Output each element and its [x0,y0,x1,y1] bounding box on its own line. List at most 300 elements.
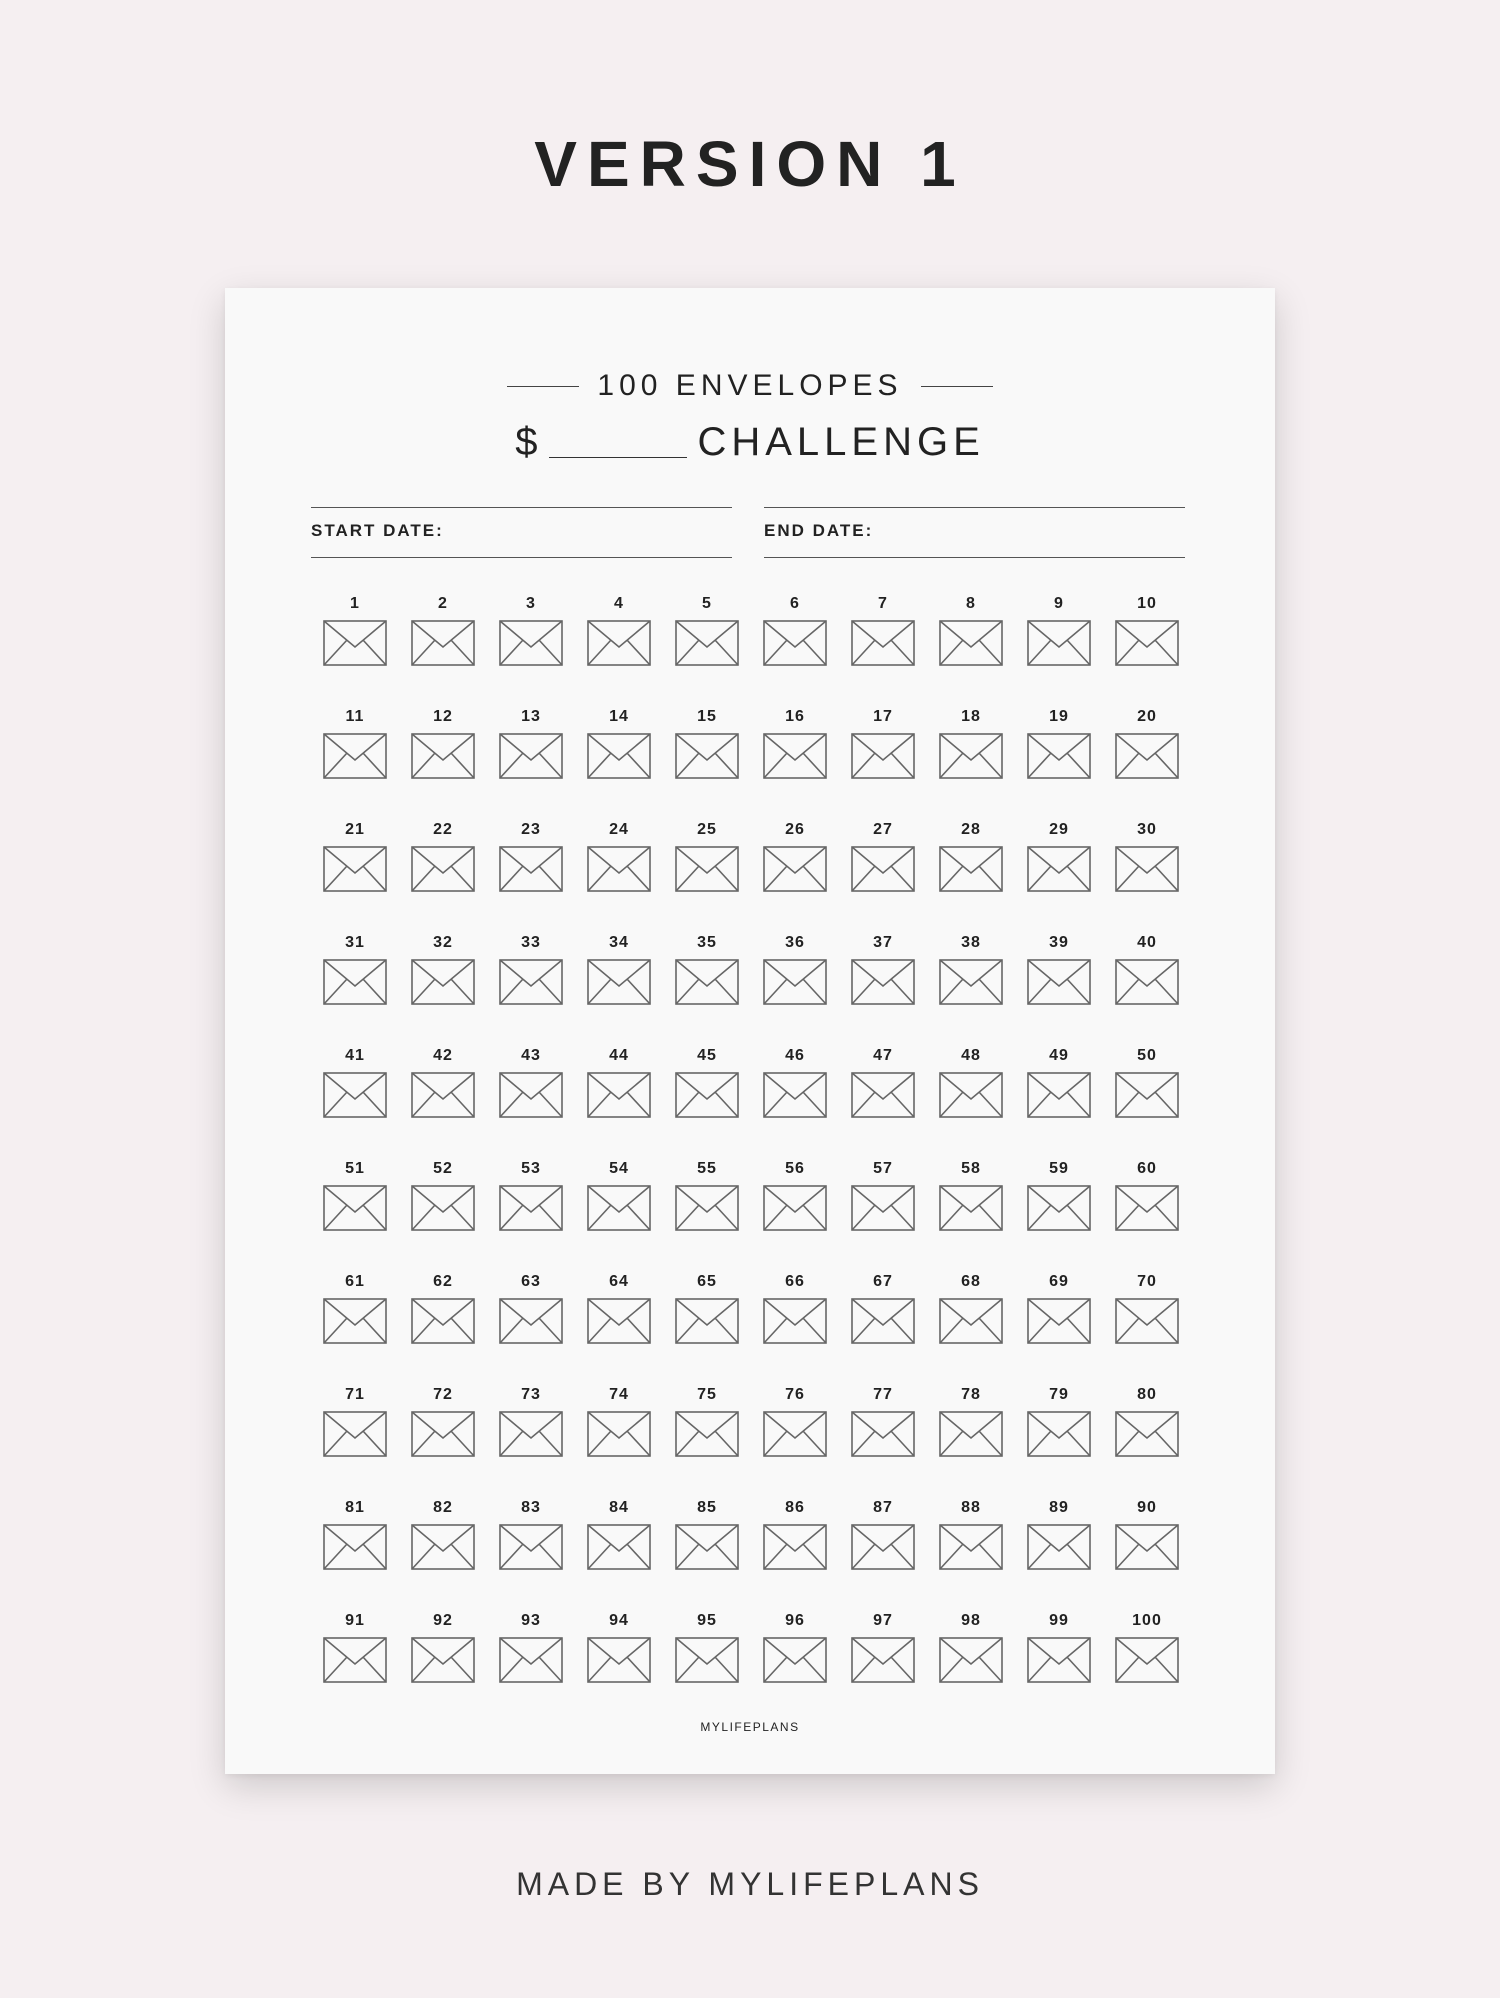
envelope-cell [399,707,487,797]
envelope-number: 7 [878,595,888,612]
envelope-cell [487,1498,575,1588]
envelope-cell [839,820,927,910]
envelope-number: 17 [873,708,893,725]
envelope-number: 93 [521,1612,541,1629]
envelope-cell [663,1159,751,1249]
envelope-cell [1015,1498,1103,1588]
envelope-cell [487,1046,575,1136]
envelope-cell [1103,1498,1191,1588]
envelope-icon [1115,733,1179,779]
sheet-subtitle: 100 ENVELOPES [597,369,903,402]
envelope-number: 21 [345,821,365,838]
envelope-icon [675,1637,739,1683]
envelope-icon [587,1298,651,1344]
start-date-label: START DATE: [311,521,444,540]
envelope-number: 90 [1137,1499,1157,1516]
envelope-number: 34 [609,934,629,951]
envelope-cell [575,820,663,910]
envelope-icon [1115,1185,1179,1231]
envelope-cell [751,1046,839,1136]
envelope-cell [487,707,575,797]
envelope-number: 27 [873,821,893,838]
envelope-icon [411,1411,475,1457]
envelope-cell [927,820,1015,910]
envelope-cell [751,820,839,910]
envelope-number: 56 [785,1160,805,1177]
version-title: VERSION 1 [534,128,966,200]
subtitle-right-rule [921,386,993,387]
envelope-number: 33 [521,934,541,951]
envelope-cell [575,1498,663,1588]
envelope-number: 23 [521,821,541,838]
envelope-icon [939,846,1003,892]
envelope-icon [851,1637,915,1683]
envelope-cell [751,594,839,684]
envelope-cell [1015,820,1103,910]
envelope-icon [851,620,915,666]
envelope-number: 60 [1137,1160,1157,1177]
envelope-cell [399,1272,487,1362]
envelope-icon [763,959,827,1005]
envelope-icon [587,1185,651,1231]
envelope-number: 74 [609,1386,629,1403]
envelope-icon [1027,959,1091,1005]
envelope-number: 32 [433,934,453,951]
envelope-icon [939,620,1003,666]
envelope-number: 52 [433,1160,453,1177]
envelope-number: 72 [433,1386,453,1403]
envelope-cell [487,1272,575,1362]
envelope-cell [487,820,575,910]
envelope-cell [575,1046,663,1136]
envelope-icon [411,733,475,779]
subtitle-left-rule [507,386,579,387]
envelope-icon [1027,620,1091,666]
envelope-number: 49 [1049,1047,1069,1064]
end-date-field [764,507,1185,559]
envelope-cell [1015,1272,1103,1362]
envelope-icon [323,1411,387,1457]
envelope-icon [851,1072,915,1118]
envelope-number: 1 [350,595,360,612]
envelope-icon [323,1185,387,1231]
envelope-number: 99 [1049,1612,1069,1629]
envelope-cell [311,1385,399,1475]
envelope-cell [1103,1611,1191,1701]
envelope-number: 15 [697,708,717,725]
envelope-cell [751,1159,839,1249]
envelope-number: 4 [614,595,624,612]
envelope-cell [487,1611,575,1701]
envelope-cell [663,1046,751,1136]
envelope-icon [1027,733,1091,779]
envelope-cell [1103,933,1191,1023]
envelope-number: 6 [790,595,800,612]
envelope-icon [587,1411,651,1457]
envelope-number: 9 [1054,595,1064,612]
subtitle-row [225,368,1275,404]
envelope-icon [675,1411,739,1457]
envelope-cell [487,933,575,1023]
envelope-cell [1103,707,1191,797]
sheet-footer-brand: MYLIFEPLANS [700,1720,800,1734]
envelope-number: 73 [521,1386,541,1403]
envelope-cell [839,933,927,1023]
envelope-icon [499,620,563,666]
envelope-icon [499,1411,563,1457]
envelope-number: 65 [697,1273,717,1290]
envelope-icon [939,1072,1003,1118]
envelope-cell [487,594,575,684]
envelope-number: 82 [433,1499,453,1516]
envelope-cell [839,1046,927,1136]
envelope-icon [1115,1524,1179,1570]
envelope-number: 2 [438,595,448,612]
envelope-cell [399,594,487,684]
envelope-icon [939,1298,1003,1344]
envelope-number: 24 [609,821,629,838]
envelope-icon [411,1298,475,1344]
envelope-icon [323,733,387,779]
envelope-cell [663,707,751,797]
envelope-cell [839,1611,927,1701]
envelope-cell [311,594,399,684]
end-date-top-rule [764,507,1185,508]
envelope-number: 59 [1049,1160,1069,1177]
envelope-cell [751,1611,839,1701]
envelope-number: 70 [1137,1273,1157,1290]
envelope-cell [1015,1611,1103,1701]
envelope-number: 80 [1137,1386,1157,1403]
envelope-number: 75 [697,1386,717,1403]
envelope-number: 61 [345,1273,365,1290]
envelope-cell [927,933,1015,1023]
envelope-cell [927,1272,1015,1362]
envelope-icon [1115,1637,1179,1683]
envelope-number: 38 [961,934,981,951]
made-by-caption: MADE BY MYLIFEPLANS [516,1866,984,1902]
envelope-icon [587,620,651,666]
envelope-icon [1027,1185,1091,1231]
envelope-cell [751,1385,839,1475]
envelope-icon [939,1411,1003,1457]
envelope-number: 67 [873,1273,893,1290]
envelope-cell [399,1385,487,1475]
envelope-number: 22 [433,821,453,838]
envelope-icon [763,1637,827,1683]
envelope-number: 97 [873,1612,893,1629]
envelope-cell [575,707,663,797]
envelope-number: 58 [961,1160,981,1177]
envelope-icon [587,846,651,892]
envelope-number: 85 [697,1499,717,1516]
envelope-number: 26 [785,821,805,838]
envelope-grid [311,594,1191,1680]
envelope-icon [499,1298,563,1344]
envelope-cell [663,820,751,910]
envelope-icon [851,733,915,779]
envelope-cell [399,933,487,1023]
envelope-icon [587,1072,651,1118]
envelope-number: 11 [345,708,365,725]
envelope-icon [587,1637,651,1683]
envelope-cell [575,1159,663,1249]
end-date-write-line [764,557,1185,558]
currency-symbol: $ [515,420,538,464]
envelope-cell [575,1272,663,1362]
envelope-cell [399,1046,487,1136]
envelope-icon [851,846,915,892]
envelope-icon [939,1185,1003,1231]
envelope-number: 14 [609,708,629,725]
envelope-icon [763,620,827,666]
envelope-number: 53 [521,1160,541,1177]
envelope-number: 39 [1049,934,1069,951]
end-date-label: END DATE: [764,521,874,540]
envelope-icon [323,620,387,666]
envelope-icon [323,1637,387,1683]
envelope-icon [763,1072,827,1118]
envelope-cell [311,1498,399,1588]
envelope-cell [1015,594,1103,684]
envelope-cell [311,933,399,1023]
envelope-cell [311,707,399,797]
envelope-number: 31 [345,934,365,951]
envelope-number: 83 [521,1499,541,1516]
envelope-number: 8 [966,595,976,612]
envelope-number: 81 [345,1499,365,1516]
envelope-cell [1103,1385,1191,1475]
envelope-icon [939,1637,1003,1683]
envelope-icon [675,620,739,666]
envelope-icon [675,733,739,779]
envelope-cell [927,1046,1015,1136]
envelope-icon [1027,1637,1091,1683]
envelope-icon [675,1298,739,1344]
envelope-number: 44 [609,1047,629,1064]
envelope-number: 94 [609,1612,629,1629]
envelope-cell [663,1385,751,1475]
envelope-number: 98 [961,1612,981,1629]
envelope-icon [499,846,563,892]
envelope-icon [499,1637,563,1683]
envelope-icon [763,1411,827,1457]
envelope-icon [411,1524,475,1570]
envelope-icon [675,846,739,892]
envelope-icon [1027,846,1091,892]
envelope-icon [763,1298,827,1344]
envelope-cell [1103,820,1191,910]
envelope-cell [311,1611,399,1701]
envelope-icon [411,1637,475,1683]
envelope-cell [575,933,663,1023]
envelope-cell [839,1498,927,1588]
envelope-icon [763,1185,827,1231]
envelope-cell [927,594,1015,684]
envelope-icon [411,959,475,1005]
envelope-number: 66 [785,1273,805,1290]
envelope-icon [675,1072,739,1118]
envelope-number: 91 [345,1612,365,1629]
envelope-icon [323,846,387,892]
envelope-number: 57 [873,1160,893,1177]
envelope-cell [839,1385,927,1475]
envelope-icon [851,959,915,1005]
challenge-title [225,408,1275,468]
envelope-cell [399,820,487,910]
envelope-cell [1015,1159,1103,1249]
envelope-cell [575,1611,663,1701]
envelope-number: 46 [785,1047,805,1064]
envelope-number: 35 [697,934,717,951]
envelope-number: 64 [609,1273,629,1290]
envelope-cell [839,707,927,797]
envelope-icon [1027,1411,1091,1457]
envelope-number: 25 [697,821,717,838]
envelope-number: 78 [961,1386,981,1403]
envelope-icon [1115,959,1179,1005]
envelope-number: 79 [1049,1386,1069,1403]
envelope-number: 92 [433,1612,453,1629]
envelope-cell [663,1272,751,1362]
envelope-cell [1103,1272,1191,1362]
envelope-cell [575,1385,663,1475]
envelope-number: 48 [961,1047,981,1064]
envelope-icon [587,1524,651,1570]
envelope-cell [751,707,839,797]
envelope-number: 3 [526,595,536,612]
envelope-number: 43 [521,1047,541,1064]
envelope-cell [839,1159,927,1249]
envelope-cell [311,1159,399,1249]
envelope-cell [487,1159,575,1249]
envelope-cell [927,1385,1015,1475]
envelope-cell [1015,1385,1103,1475]
envelope-cell [487,1385,575,1475]
envelope-cell [399,1498,487,1588]
envelope-cell [1103,1046,1191,1136]
envelope-icon [499,959,563,1005]
envelope-number: 45 [697,1047,717,1064]
envelope-number: 77 [873,1386,893,1403]
envelope-number: 37 [873,934,893,951]
envelope-icon [587,959,651,1005]
envelope-number: 10 [1137,595,1157,612]
envelope-icon [411,1072,475,1118]
envelope-cell [751,1272,839,1362]
printable-sheet [225,288,1275,1774]
envelope-number: 71 [345,1386,365,1403]
envelope-number: 28 [961,821,981,838]
envelope-number: 12 [433,708,453,725]
envelope-icon [939,1524,1003,1570]
envelope-number: 87 [873,1499,893,1516]
challenge-word: CHALLENGE [697,420,985,464]
envelope-number: 55 [697,1160,717,1177]
envelope-icon [851,1298,915,1344]
envelope-cell [1015,1046,1103,1136]
envelope-number: 89 [1049,1499,1069,1516]
envelope-number: 13 [521,708,541,725]
start-date-top-rule [311,507,732,508]
envelope-icon [1115,620,1179,666]
envelope-cell [663,1611,751,1701]
envelope-cell [751,933,839,1023]
envelope-icon [851,1185,915,1231]
envelope-icon [1115,1411,1179,1457]
envelope-cell [751,1498,839,1588]
envelope-number: 47 [873,1047,893,1064]
envelope-number: 20 [1137,708,1157,725]
envelope-number: 19 [1049,708,1069,725]
envelope-number: 29 [1049,821,1069,838]
envelope-icon [1027,1298,1091,1344]
envelope-cell [1015,933,1103,1023]
envelope-icon [675,1524,739,1570]
envelope-icon [1115,846,1179,892]
envelope-cell [1015,707,1103,797]
envelope-icon [323,1524,387,1570]
envelope-icon [411,846,475,892]
envelope-number: 63 [521,1273,541,1290]
envelope-cell [311,820,399,910]
envelope-number: 86 [785,1499,805,1516]
start-date-field [311,507,732,559]
envelope-cell [839,594,927,684]
envelope-cell [311,1272,399,1362]
envelope-icon [1027,1524,1091,1570]
envelope-cell [311,1046,399,1136]
amount-blank-line [549,457,687,458]
envelope-number: 41 [345,1047,365,1064]
envelope-number: 51 [345,1160,365,1177]
envelope-icon [411,620,475,666]
envelope-number: 40 [1137,934,1157,951]
start-date-write-line [311,557,732,558]
envelope-number: 30 [1137,821,1157,838]
envelope-number: 5 [702,595,712,612]
envelope-icon [323,1298,387,1344]
envelope-icon [939,959,1003,1005]
envelope-icon [675,959,739,1005]
envelope-number: 62 [433,1273,453,1290]
envelope-icon [939,733,1003,779]
envelope-icon [763,1524,827,1570]
envelope-icon [675,1185,739,1231]
envelope-number: 18 [961,708,981,725]
envelope-icon [763,846,827,892]
envelope-cell [927,1611,1015,1701]
envelope-icon [1115,1072,1179,1118]
envelope-cell [399,1611,487,1701]
envelope-number: 42 [433,1047,453,1064]
envelope-number: 84 [609,1499,629,1516]
envelope-number: 36 [785,934,805,951]
envelope-icon [323,1072,387,1118]
envelope-icon [499,1185,563,1231]
envelope-icon [323,959,387,1005]
envelope-cell [399,1159,487,1249]
envelope-number: 54 [609,1160,629,1177]
envelope-number: 95 [697,1612,717,1629]
envelope-icon [851,1524,915,1570]
envelope-cell [663,594,751,684]
envelope-cell [1103,1159,1191,1249]
envelope-cell [839,1272,927,1362]
envelope-icon [1027,1072,1091,1118]
envelope-cell [575,594,663,684]
envelope-icon [499,733,563,779]
